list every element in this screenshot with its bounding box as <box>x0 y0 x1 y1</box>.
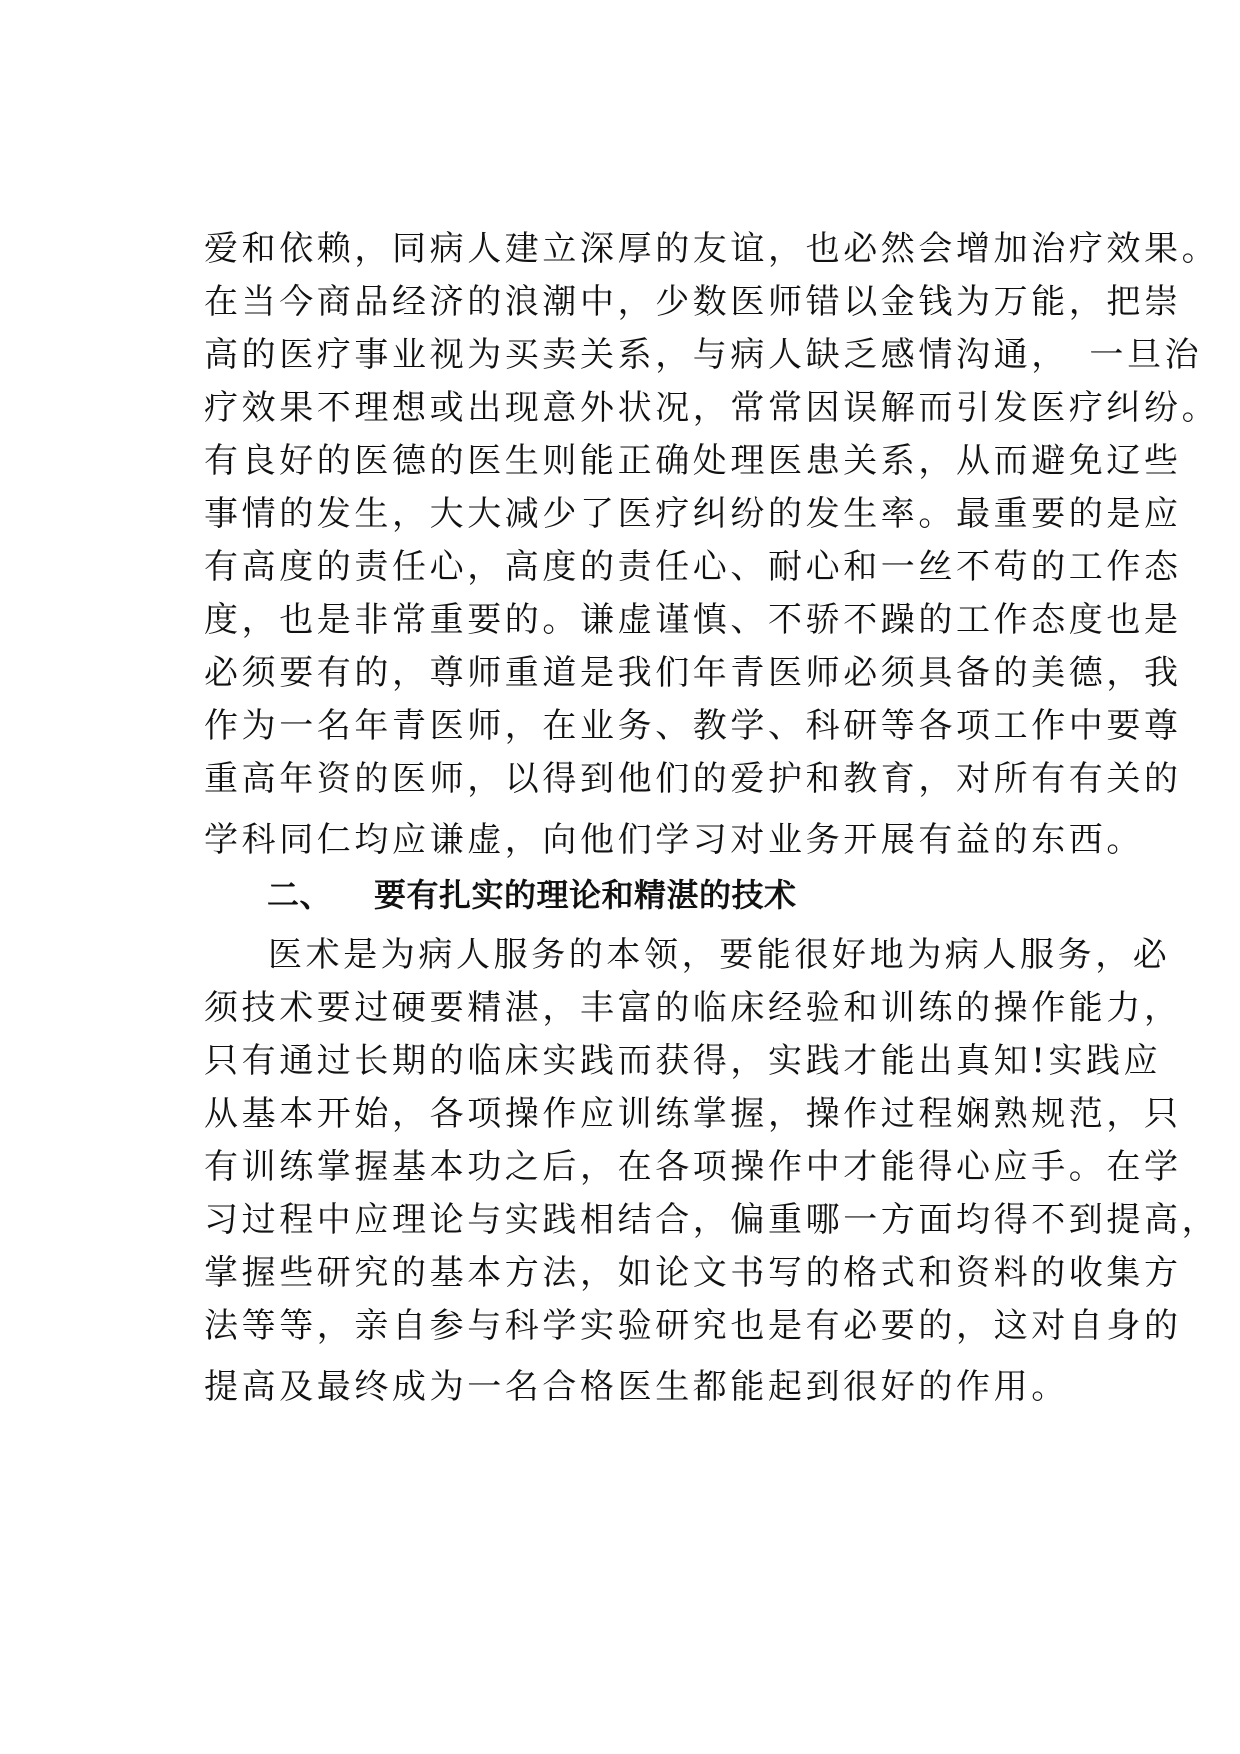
paragraph-2-line-1: 医术是为病人服务的本领，要能很好地为病人服务，必 <box>268 935 1171 975</box>
section-2-number: 二、 <box>267 876 333 914</box>
paragraph-2-line-7: 掌握些研究的基本方法，如论文书写的格式和资料的收集方 <box>204 1253 1182 1293</box>
paragraph-1-line-2: 在当今商品经济的浪潮中，少数医师错以金钱为万能，把崇 <box>204 282 1182 322</box>
paragraph-2-line-3: 只有通过长期的临床实践而获得，实践才能出真知!实践应 <box>204 1041 1162 1081</box>
section-2-title: 要有扎实的理论和精湛的技术 <box>374 876 797 914</box>
paragraph-2-line-2: 须技术要过硬要精湛，丰富的临床经验和训练的操作能力， <box>204 988 1182 1028</box>
paragraph-2-line-6: 习过程中应理论与实践相结合，偏重哪一方面均得不到提高， <box>204 1200 1220 1240</box>
paragraph-1-line-6: 事情的发生，大大减少了医疗纠纷的发生率。最重要的是应 <box>204 494 1182 534</box>
paragraph-2-line-5: 有训练掌握基本功之后，在各项操作中才能得心应手。在学 <box>204 1147 1182 1187</box>
paragraph-2-line-4: 从基本开始，各项操作应训练掌握，操作过程娴熟规范，只 <box>204 1094 1182 1134</box>
paragraph-1-line-11: 重高年资的医师，以得到他们的爱护和教育，对所有有关的 <box>204 759 1182 799</box>
paragraph-1-line-8: 度，也是非常重要的。谦虚谨慎、不骄不躁的工作态度也是 <box>204 600 1182 640</box>
paragraph-1-line-4: 疗效果不理想或出现意外状况，常常因误解而引发医疗纠纷。 <box>204 388 1220 428</box>
paragraph-1-line-3: 高的医疗事业视为买卖关系，与病人缺乏感情沟通， 一旦治 <box>204 335 1203 375</box>
section-2-heading <box>267 875 797 915</box>
paragraph-1-line-7: 有高度的责任心，高度的责任心、耐心和一丝不苟的工作态 <box>204 547 1182 587</box>
paragraph-1-line-5: 有良好的医德的医生则能正确处理医患关系，从而避免辽些 <box>204 441 1182 481</box>
paragraph-1-line-12: 学科同仁均应谦虚，向他们学习对业务开展有益的东西。 <box>204 820 1144 860</box>
paragraph-2-line-9: 提高及最终成为一名合格医生都能起到很好的作用。 <box>204 1367 1069 1407</box>
paragraph-2-line-8: 法等等，亲自参与科学实验研究也是有必要的，这对自身的 <box>204 1306 1182 1346</box>
paragraph-1-line-9: 必须要有的，尊师重道是我们年青医师必须具备的美德，我 <box>204 653 1182 693</box>
paragraph-1-line-1: 爱和依赖，同病人建立深厚的友谊，也必然会增加治疗效果。 <box>204 229 1220 269</box>
paragraph-1-line-10: 作为一名年青医师，在业务、教学、科研等各项工作中要尊 <box>204 706 1182 746</box>
